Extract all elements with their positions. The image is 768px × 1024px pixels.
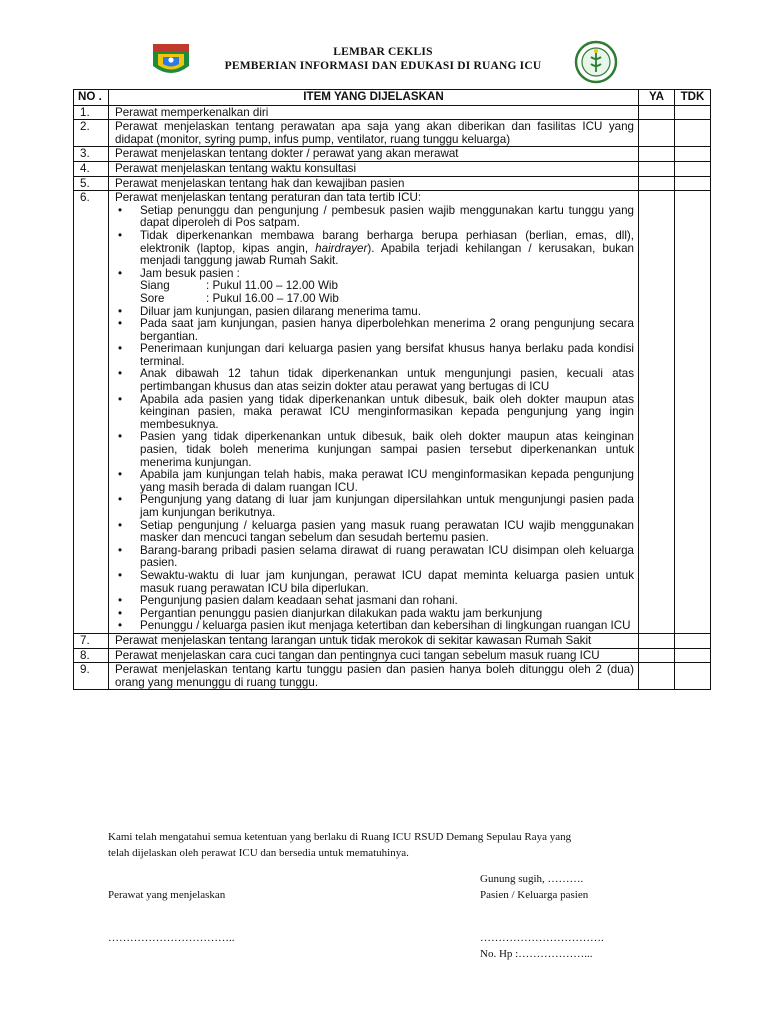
place-date: Gunung sugih, ………. bbox=[480, 873, 584, 885]
column-header-ya: YA bbox=[639, 90, 675, 106]
row-item-text: Perawat memperkenalkan diri bbox=[109, 105, 639, 120]
tdk-checkbox-cell[interactable] bbox=[675, 120, 711, 147]
ya-checkbox-cell[interactable] bbox=[639, 147, 675, 162]
tdk-checkbox-cell[interactable] bbox=[675, 191, 711, 634]
ya-checkbox-cell[interactable] bbox=[639, 633, 675, 648]
tdk-checkbox-cell[interactable] bbox=[675, 161, 711, 176]
visiting-hours-sore bbox=[140, 293, 634, 306]
table-row bbox=[74, 633, 711, 648]
rule-text: ). Apabila terjadi kehilangan / kerusakan, bukan menjadi tanggung jawab Rumah Sakit. bbox=[140, 241, 634, 268]
family-signature-label: Pasien / Keluarga pasien bbox=[480, 889, 589, 901]
table-row bbox=[74, 105, 711, 120]
table-row bbox=[74, 663, 711, 690]
row-item-text: Perawat menjelaskan tentang perawatan apa saja yang akan diberikan dan fasilitas ICU yang didapat (monitor, syring pump, infus pump, ventilator, ruang tunggu keluarga) bbox=[109, 120, 639, 147]
table-row bbox=[74, 161, 711, 176]
list-item: • Diluar jam kunjungan, pasien dilarang menerima tamu. bbox=[115, 306, 634, 319]
list-item: • Penunggu / keluarga pasien ikut menjaga ketertiban dan kebersihan di lingkungan ruangan ICU bbox=[115, 620, 634, 633]
document-subtitle: PEMBERIAN INFORMASI DAN EDUKASI DI RUANG ICU bbox=[224, 60, 542, 72]
rules-list bbox=[115, 205, 634, 633]
session-time: : Pukul 11.00 – 12.00 Wib bbox=[206, 279, 338, 293]
column-header-no: NO . bbox=[74, 90, 109, 106]
table-row bbox=[74, 191, 711, 634]
district-emblem-logo bbox=[150, 42, 192, 80]
agreement-statement-line-1: Kami telah mengatahui semua ketentuan yang berlaku di Ruang ICU RSUD Demang Sepulau Raya yang bbox=[108, 831, 572, 843]
row-item-text: Perawat menjelaskan tentang dokter / perawat yang akan merawat bbox=[109, 147, 639, 162]
row-item-text: Perawat menjelaskan cara cuci tangan dan pentingnya cuci tangan sebelum masuk ruang ICU bbox=[109, 648, 639, 663]
family-signature-line[interactable]: ……………………………. bbox=[480, 932, 604, 944]
agreement-statement-line-2: telah dijelaskan oleh perawat ICU dan bersedia untuk mematuhinya. bbox=[108, 847, 409, 859]
list-item: • Pengunjung yang datang di luar jam kunjungan dipersilahkan untuk mengunjungi pasien pada jam kunjungan berikutnya. bbox=[115, 494, 634, 519]
row-item-text: Perawat menjelaskan tentang larangan untuk tidak merokok di sekitar kawasan Rumah Sakit bbox=[109, 633, 639, 648]
nurse-signature-line[interactable]: …………………………….. bbox=[108, 932, 235, 944]
visiting-hours-title: • Jam besuk pasien : bbox=[140, 266, 240, 280]
ya-checkbox-cell[interactable] bbox=[639, 663, 675, 690]
row-number: 2. bbox=[74, 120, 109, 147]
list-item: • Pergantian penunggu pasien dianjurkan dilakukan pada waktu jam berkunjung bbox=[115, 608, 634, 621]
row-number: 5. bbox=[74, 176, 109, 191]
ya-checkbox-cell[interactable] bbox=[639, 176, 675, 191]
session-label: Siang bbox=[140, 279, 170, 293]
list-item: • Pasien yang tidak diperkenankan untuk dibesuk, baik oleh dokter maupun atas keinginan pasien, tidak boleh menerima kunjungan sampai pasien tersebut diperkenankan untuk menerima kunjungan. bbox=[115, 431, 634, 469]
table-row bbox=[74, 648, 711, 663]
ya-checkbox-cell[interactable] bbox=[639, 161, 675, 176]
row-number: 3. bbox=[74, 147, 109, 162]
tdk-checkbox-cell[interactable] bbox=[675, 663, 711, 690]
row-number: 1. bbox=[74, 105, 109, 120]
nurse-signature-label: Perawat yang menjelaskan bbox=[108, 889, 226, 901]
table-header-row bbox=[74, 90, 711, 106]
list-item: • Setiap pengunjung / keluarga pasien yang masuk ruang perawatan ICU wajib menggunakan masker dan mencuci tangan sebelum dan sesudah bertemu pasien. bbox=[115, 520, 634, 545]
session-time: : Pukul 16.00 – 17.00 Wib bbox=[206, 291, 339, 305]
row-number: 4. bbox=[74, 161, 109, 176]
ya-checkbox-cell[interactable] bbox=[639, 648, 675, 663]
hospital-seal-logo bbox=[574, 40, 618, 84]
row-number: 8. bbox=[74, 648, 109, 663]
rule-italic-term: hairdrayer bbox=[315, 241, 368, 255]
list-item: • Penerimaan kunjungan dari keluarga pasien yang bersifat khusus hanya berlaku pada kondisi terminal. bbox=[115, 343, 634, 368]
tdk-checkbox-cell[interactable] bbox=[675, 648, 711, 663]
row-item-text: Perawat menjelaskan tentang waktu konsultasi bbox=[109, 161, 639, 176]
list-item: • Sewaktu-waktu di luar jam kunjungan, perawat ICU dapat meminta keluarga pasien untuk masuk ruang perawatan ICU bila diperlukan. bbox=[115, 570, 634, 595]
ya-checkbox-cell[interactable] bbox=[639, 105, 675, 120]
list-item: • Anak dibawah 12 tahun tidak diperkenankan untuk mengunjungi pasien, kecuali atas pertimbangan khusus dan atas seizin dokter atau perawat yang bertugas di ICU bbox=[115, 368, 634, 393]
tdk-checkbox-cell[interactable] bbox=[675, 105, 711, 120]
tdk-checkbox-cell[interactable] bbox=[675, 176, 711, 191]
column-header-tdk: TDK bbox=[675, 90, 711, 106]
phone-number-field[interactable]: No. Hp :………………... bbox=[480, 948, 593, 960]
table-row bbox=[74, 147, 711, 162]
ya-checkbox-cell[interactable] bbox=[639, 120, 675, 147]
table-row bbox=[74, 176, 711, 191]
row-item-text: Perawat menjelaskan tentang hak dan kewajiban pasien bbox=[109, 176, 639, 191]
list-item: • Setiap penunggu dan pengunjung / pembesuk pasien wajib menggunakan kartu tunggu yang dapat diperoleh di Pos satpam. bbox=[115, 205, 634, 230]
document-title: LEMBAR CEKLIS bbox=[333, 46, 433, 58]
column-header-item: ITEM YANG DIJELASKAN bbox=[109, 90, 639, 106]
checklist-table bbox=[73, 89, 711, 690]
rule-text: Tidak diperkenankan membawa barang berharga berupa perhiasan (berlian, emas, dll), elektronik (laptop, kipas angin, bbox=[140, 228, 634, 255]
list-item-visiting-hours bbox=[115, 268, 634, 306]
ya-checkbox-cell[interactable] bbox=[639, 191, 675, 634]
list-item: • Pada saat jam kunjungan, pasien hanya diperbolehkan menerima 2 orang pengunjung secara bergantian. bbox=[115, 318, 634, 343]
list-item: • Pengunjung pasien dalam keadaan sehat jasmani dan rohani. bbox=[115, 595, 634, 608]
list-item: • Apabila jam kunjungan telah habis, maka perawat ICU menginformasikan kepada pengunjung yang masih berada di dalam ruangan ICU. bbox=[115, 469, 634, 494]
row-number: 6. bbox=[74, 191, 109, 634]
list-item: • Apabila ada pasien yang tidak diperkenankan untuk dibesuk, baik oleh dokter maupun atas keinginan pasien, maka perawat ICU menginformasikan kepada pengunjung yang ingin membesuknya. bbox=[115, 394, 634, 432]
document-header bbox=[200, 45, 566, 73]
session-label: Sore bbox=[140, 291, 165, 305]
tdk-checkbox-cell[interactable] bbox=[675, 633, 711, 648]
list-item: • Barang-barang pribadi pasien selama dirawat di ruang perawatan ICU disimpan oleh keluarga pasien. bbox=[115, 545, 634, 570]
table-row bbox=[74, 120, 711, 147]
row-number: 7. bbox=[74, 633, 109, 648]
row-item-rules bbox=[109, 191, 639, 634]
row-item-text: Perawat menjelaskan tentang kartu tunggu pasien dan pasien hanya boleh ditunggu oleh 2 (dua) orang yang menunggu di ruang tunggu. bbox=[109, 663, 639, 690]
list-item bbox=[115, 230, 634, 268]
tdk-checkbox-cell[interactable] bbox=[675, 147, 711, 162]
row-number: 9. bbox=[74, 663, 109, 690]
row-item-text: Perawat menjelaskan tentang peraturan dan tata tertib ICU: bbox=[115, 191, 422, 205]
